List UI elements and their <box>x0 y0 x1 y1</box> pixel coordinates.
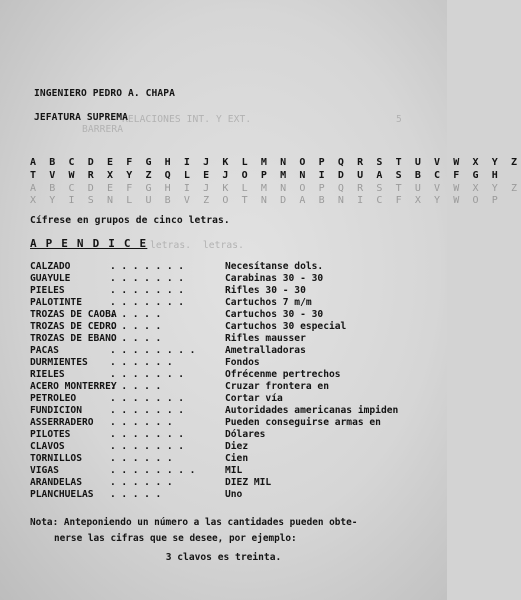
table-row <box>30 453 430 465</box>
table-row <box>30 345 430 357</box>
instruction-text: Cífrese en grupos de cinco letras. <box>30 215 230 226</box>
code-word: PETROLEO <box>30 393 77 404</box>
leader-dots: ...... <box>110 417 179 428</box>
leader-dots: ....... <box>110 429 190 440</box>
leader-dots: ...... <box>110 453 179 464</box>
leader-dots: ....... <box>110 285 190 296</box>
ghost-relaciones-text: RELACIONES INT. Y EXT. <box>122 114 252 125</box>
table-row <box>30 405 430 417</box>
code-word: TROZAS DE CAOBA <box>30 309 117 320</box>
code-word: PILOTES <box>30 429 71 440</box>
ghost-alphabet-1: A B C D E F G H I J K L M N O P Q R S T U V W X Y Z <box>30 183 521 194</box>
code-meaning: Cruzar frontera en <box>225 381 329 392</box>
leader-dots: ....... <box>110 297 190 308</box>
header-jefatura: JEFATURA SUPREMA <box>34 112 129 123</box>
cipher-key-alphabet: T V W R X Y Z Q L E J O P M N I D U A S B C F G H <box>30 170 502 181</box>
leader-dots: ....... <box>110 261 190 272</box>
code-meaning: Pueden conseguirse armas en <box>225 417 381 428</box>
apendice-heading: A P E N D I C E <box>30 237 148 250</box>
leader-dots: ........ <box>110 465 202 476</box>
footnote <box>30 515 425 547</box>
leader-dots: ....... <box>110 273 190 284</box>
table-row <box>30 273 430 285</box>
code-word: ASSERRADERO <box>30 417 94 428</box>
code-meaning: Ofrécenme pertrechos <box>225 369 341 380</box>
leader-dots: ...... <box>110 477 179 488</box>
table-row <box>30 285 430 297</box>
code-meaning: Cartuchos 30 - 30 <box>225 309 324 320</box>
code-word: TROZAS DE CEDRO <box>30 321 117 332</box>
table-row <box>30 321 430 333</box>
table-row <box>30 429 430 441</box>
code-meaning: Rifles mausser <box>225 333 306 344</box>
note-example: 3 clavos es treinta. <box>165 552 282 563</box>
leader-dots: ....... <box>110 393 190 404</box>
code-word: PIELES <box>30 285 65 296</box>
code-word: TROZAS DE EBANO <box>30 333 117 344</box>
code-meaning: Diez <box>225 441 249 452</box>
table-row <box>30 357 430 369</box>
table-row <box>30 417 430 429</box>
code-word: CALZADO <box>30 261 71 272</box>
code-word: RIELES <box>30 369 65 380</box>
table-row <box>30 261 430 273</box>
leader-dots: ..... <box>110 333 167 344</box>
code-meaning: Cartuchos 7 m/m <box>225 297 312 308</box>
ghost-apendice-text: letras. letras. <box>150 240 245 251</box>
code-meaning: Autoridades americanas impiden <box>225 405 399 416</box>
header-name: INGENIERO PEDRO A. CHAPA <box>34 88 176 99</box>
note-line-1: Nota: Anteponiendo un número a las cantidades pueden obte- <box>30 517 358 528</box>
leader-dots: ..... <box>110 321 167 332</box>
code-word: PACAS <box>30 345 59 356</box>
leader-dots: ..... <box>110 489 167 500</box>
code-meaning: Fondos <box>225 357 260 368</box>
code-word: ACERO MONTERREY <box>30 381 117 392</box>
table-row <box>30 333 430 345</box>
code-word: PLANCHUELAS <box>30 489 94 500</box>
code-word: TORNILLOS <box>30 453 82 464</box>
table-row <box>30 477 430 489</box>
code-meaning: DIEZ MIL <box>225 477 272 488</box>
code-meaning: Carabinas 30 - 30 <box>225 273 324 284</box>
leader-dots: ..... <box>110 381 167 392</box>
cipher-plain-alphabet: A B C D E F G H I J K L M N O P Q R S T U V W X Y Z <box>30 157 521 168</box>
code-word: DURMIENTES <box>30 357 88 368</box>
leader-dots: ........ <box>110 345 202 356</box>
code-word: GUAYULE <box>30 273 71 284</box>
code-meaning: Cortar vía <box>225 393 283 404</box>
ghost-alphabet-2: X Y I S N L U B V Z O T N D A B N I C F X Y W O P <box>30 195 502 206</box>
code-word: CLAVOS <box>30 441 65 452</box>
code-meaning: Cien <box>225 453 249 464</box>
code-word: VIGAS <box>30 465 59 476</box>
code-meaning: MIL <box>225 465 243 476</box>
table-row <box>30 369 430 381</box>
code-word: ARANDELAS <box>30 477 82 488</box>
leader-dots: ....... <box>110 405 190 416</box>
ghost-sub-text: BARRERA <box>82 124 124 135</box>
table-row <box>30 465 430 477</box>
ghost-mark: 5 <box>396 114 402 125</box>
code-meaning: Dólares <box>225 429 266 440</box>
table-row <box>30 489 430 501</box>
table-row <box>30 393 430 405</box>
code-meaning: Rifles 30 - 30 <box>225 285 306 296</box>
leader-dots: ..... <box>110 309 167 320</box>
leader-dots: ....... <box>110 369 190 380</box>
table-row <box>30 441 430 453</box>
table-row <box>30 381 430 393</box>
code-meaning: Ametralladoras <box>225 345 306 356</box>
note-line-2: nerse las cifras que se desee, por ejemplo: <box>54 533 297 544</box>
code-meaning: Cartuchos 30 especial <box>225 321 347 332</box>
table-row <box>30 309 430 321</box>
code-meaning: Necesítanse dols. <box>225 261 324 272</box>
table-row <box>30 297 430 309</box>
code-meaning: Uno <box>225 489 243 500</box>
leader-dots: ...... <box>110 357 179 368</box>
code-word: FUNDICION <box>30 405 82 416</box>
leader-dots: ....... <box>110 441 190 452</box>
code-word: PALOTINTE <box>30 297 82 308</box>
